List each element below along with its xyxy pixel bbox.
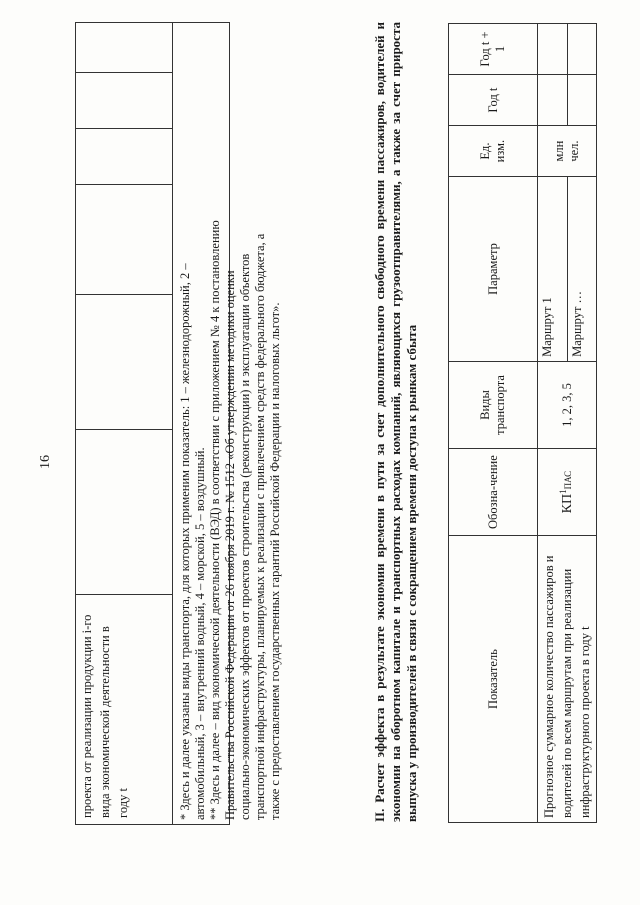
row-label: проекта от реализации продукции i-го вида экономической деятельности в году t [80, 614, 131, 818]
table-cell [76, 73, 173, 129]
header-year-t: Год t [449, 75, 538, 126]
indicators-table [448, 23, 597, 823]
footnote-transport-types: * Здесь и далее указаны виды транспорта, для которых применим показатель: 1 – железнодорожный, 2 – автомобильный, 3 – внутренний водный, 4 – морской, 5 – воздушный. [178, 263, 207, 820]
header-indicator: Показатель [449, 536, 538, 823]
table-header-row [449, 24, 538, 823]
cell-unit: млн чел. [538, 126, 597, 177]
cell-year-t1 [538, 24, 568, 75]
cell-indicator: Прогнозное суммарное количество пассажиров и водителей по всем маршрутам при реализации инфраструктурного проекта в году t [538, 536, 597, 823]
table-row [538, 24, 568, 823]
header-designation: Обозна-чение [449, 449, 538, 536]
cell-parameter-2: Маршрут … [567, 177, 597, 362]
header-parameter: Параметр [449, 177, 538, 362]
designation-sup: 1 [558, 489, 569, 494]
cell-transport: 1, 2, 3, 5 [538, 361, 597, 448]
table-cell [76, 23, 173, 73]
header-transport: Виды транспорта [449, 361, 538, 448]
table-cell [76, 430, 173, 595]
section-heading: II. Расчет эффекта в результате экономии времени в пути за счет дополнительного свободного времени пассажиров, водителей и экономии на оборотном капитале и транспортных расходах компаний, являющихся грузоотправителями, а также за счет прироста выпуска у производителей в связи с сокращением времени доступа к рынкам сбыта [372, 22, 419, 822]
footnotes [178, 220, 283, 820]
header-year-t1: Год t + 1 [449, 24, 538, 75]
cell-year-t [567, 75, 597, 126]
table-cell [76, 295, 173, 430]
header-unit: Ед. изм. [449, 126, 538, 177]
table-cell [76, 129, 173, 185]
footnote-economic-activity: ** Здесь и далее – вид экономической деятельности (ВЭД) в соответствии с приложением № 4 к постановлению Правительства Российской Федерации от 26 ноября 2019 г. № 1512 «Об утверждении методики оценки социально-экономических эффектов от проектов строительства (реконструкции) и эксплуатации объектов транспортной инфраструктуры, планируемых к реализации с привлечением средств федерального бюджета, а также с предоставлением государственных гарантий Российской Федерации и налоговых льгот». [208, 220, 282, 820]
page-number: 16 [38, 455, 53, 469]
designation-main: КП [560, 493, 576, 514]
table-cell-indicator [76, 595, 173, 825]
cell-year-t [538, 75, 568, 126]
table-cell [76, 185, 173, 295]
designation-sub: ПАС [563, 470, 574, 490]
table-row [76, 23, 173, 825]
cell-designation [538, 449, 597, 536]
cell-year-t1 [567, 24, 597, 75]
cell-parameter-1: Маршрут 1 [538, 177, 568, 362]
